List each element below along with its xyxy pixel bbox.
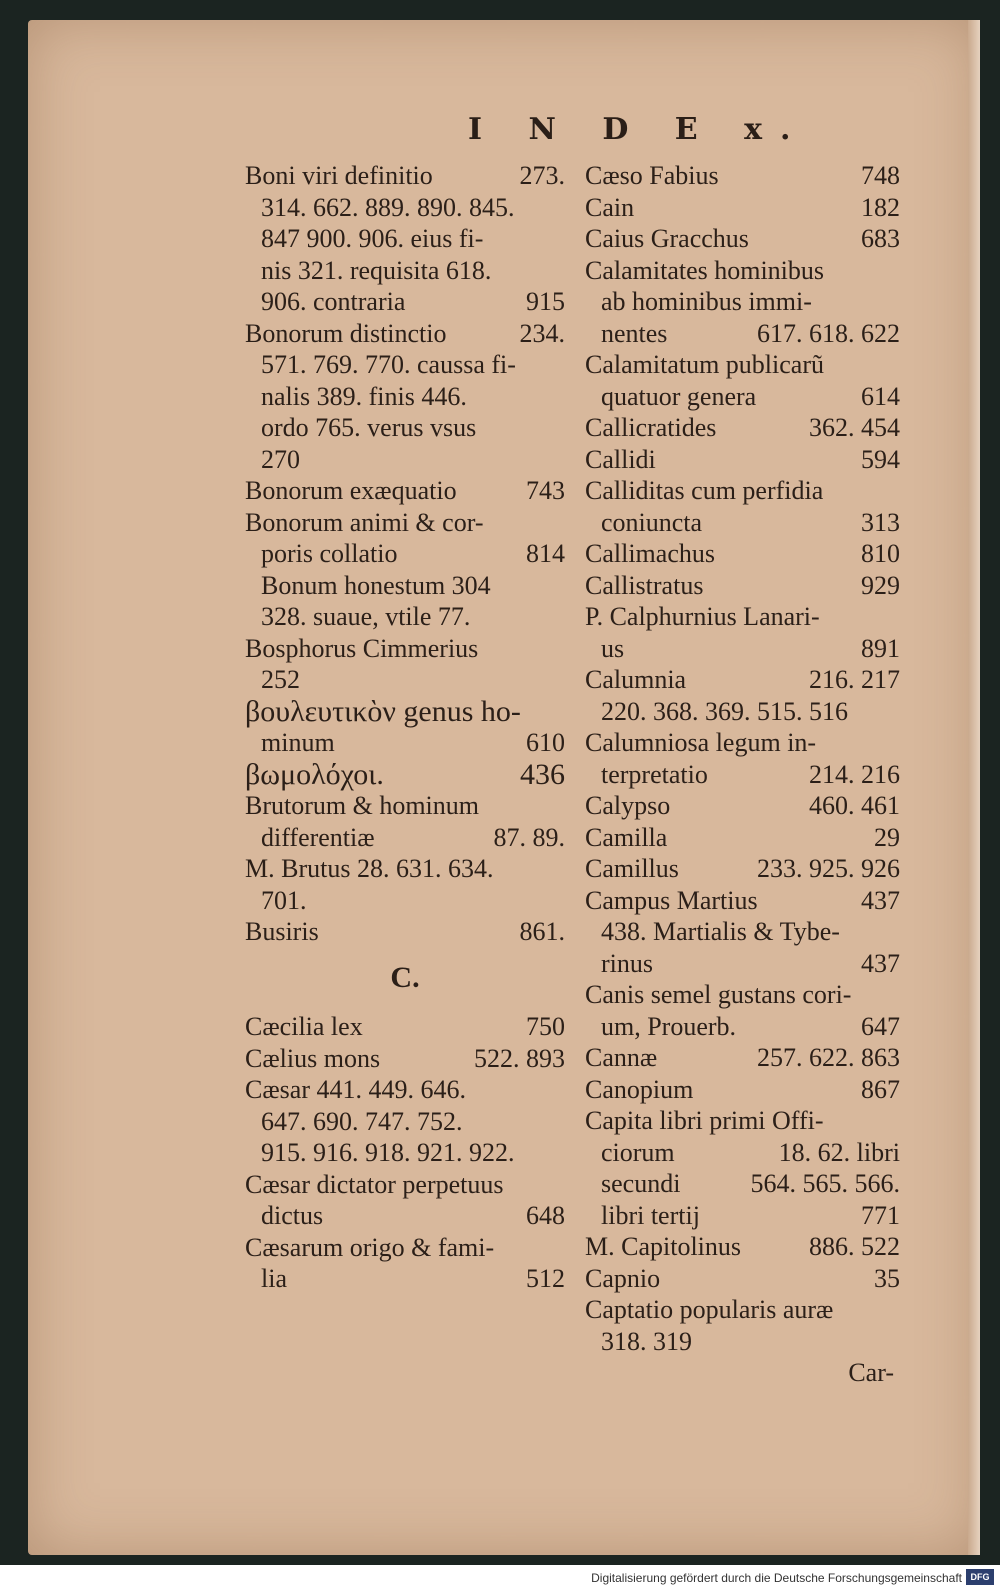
index-entry [585, 1200, 900, 1232]
entry-text: Calamitates hominibus [585, 255, 825, 285]
entry-pages: 437 [861, 885, 900, 915]
index-entry [245, 727, 565, 759]
index-entry [245, 223, 565, 255]
index-entry [245, 318, 565, 350]
entry-pages: 614 [861, 381, 900, 411]
entry-text: 647. 690. 747. 752. [261, 1106, 463, 1136]
index-entry [245, 412, 565, 444]
entry-pages: 915 [526, 287, 565, 316]
index-column-left [245, 160, 565, 1295]
entry-pages: 594 [861, 444, 900, 474]
index-entry [245, 696, 565, 728]
page-header: I N D E x. [468, 112, 809, 147]
entry-text: Calumnia [585, 665, 687, 694]
index-entry [245, 790, 565, 822]
index-entry [585, 475, 900, 507]
index-entry [585, 349, 900, 381]
entry-text: ab hominibus immi- [601, 287, 812, 316]
entry-pages: 436 [520, 757, 565, 791]
index-entry [245, 633, 565, 665]
index-entry [585, 727, 900, 759]
entry-text: βουλευτικὸν genus ho- [245, 694, 521, 728]
index-entry [245, 601, 565, 633]
entry-text: um, Prouerb. [601, 1011, 737, 1041]
index-entry [585, 664, 900, 696]
index-entry [245, 853, 565, 885]
entry-pages: 750 [526, 1012, 565, 1041]
index-entry [585, 160, 900, 192]
entry-text: Cæsar dictator perpetuus [245, 1169, 504, 1199]
entry-text: differentiæ [261, 822, 375, 852]
entry-pages: 771 [861, 1200, 900, 1230]
index-entry [585, 633, 900, 665]
entry-text: Cain [585, 192, 635, 222]
entry-text: M. Capitolinus [585, 1232, 742, 1261]
index-entry [245, 1169, 565, 1201]
entry-pages: 29 [874, 822, 900, 852]
entry-text: Cæsarum origo & fami- [245, 1232, 495, 1262]
index-entry [245, 538, 565, 570]
index-entry [585, 255, 900, 287]
entry-text: nis 321. requisita 618. [261, 255, 492, 285]
index-entry [245, 381, 565, 413]
entry-text: minum [261, 728, 335, 757]
index-entry [585, 916, 900, 948]
entry-pages: 214. 216 [809, 759, 900, 789]
entry-text: Bonorum animi & cor- [245, 507, 484, 537]
entry-pages: 182 [861, 192, 900, 222]
entry-pages: 257. 622. 863 [757, 1043, 900, 1072]
entry-text: 252 [261, 665, 300, 694]
entry-pages: 313 [861, 507, 900, 537]
entry-text: Bonorum distinctio [245, 318, 447, 348]
index-entry [585, 318, 900, 350]
entry-text: dictus [261, 1201, 324, 1230]
entry-text: βωμολόχοι. [245, 757, 384, 791]
entry-pages: 522. 893 [474, 1043, 565, 1073]
entry-pages: 929 [861, 570, 900, 600]
entry-pages: 610 [526, 728, 565, 757]
index-entry [585, 790, 900, 822]
entry-text: lia [261, 1264, 287, 1293]
entry-text: 314. 662. 889. 890. 845. [261, 192, 515, 222]
index-entry [585, 1168, 900, 1200]
entry-text: Camillus [585, 854, 679, 883]
entry-pages: 647 [861, 1011, 900, 1041]
index-entry [585, 1011, 900, 1043]
entry-pages: 867 [861, 1074, 900, 1104]
index-entry [245, 1137, 565, 1169]
index-entry [585, 223, 900, 255]
entry-text: 847 900. 906. eius fi- [261, 224, 484, 253]
entry-text: Brutorum & hominum [245, 791, 479, 820]
entry-text: ciorum [601, 1137, 675, 1167]
entry-text: Cannæ [585, 1043, 658, 1072]
entry-text: 906. contraria [261, 287, 406, 316]
index-entry [585, 885, 900, 917]
entry-text: Caius Gracchus [585, 224, 749, 253]
entry-text: Captatio popularis auræ [585, 1295, 834, 1324]
entry-text: Bosphorus Cimmerius [245, 633, 479, 663]
index-entry [585, 1042, 900, 1074]
entry-text: ordo 765. verus vsus [261, 413, 477, 442]
entry-pages: 460. 461 [809, 791, 900, 820]
index-entry [585, 192, 900, 224]
entry-pages: 362. 454 [809, 413, 900, 442]
index-entry [245, 1200, 565, 1232]
entry-text: Cælius mons [245, 1043, 381, 1073]
index-column-right [585, 160, 900, 1389]
index-entry [585, 853, 900, 885]
entry-pages: 810 [861, 539, 900, 568]
index-entry [245, 349, 565, 381]
index-entry [585, 601, 900, 633]
index-entry [245, 916, 565, 948]
footer-credit: Digitalisierung gefördert durch die Deutsche Forschungsgemeinschaft [591, 1571, 962, 1585]
entry-pages: 683 [861, 224, 900, 253]
entry-text: Calypso [585, 791, 671, 820]
entry-text: Callistratus [585, 570, 704, 600]
index-entry [585, 822, 900, 854]
entry-text: Calumniosa legum in- [585, 728, 817, 757]
entry-text: Capnio [585, 1263, 661, 1293]
index-entry [245, 1043, 565, 1075]
entry-text: Bonorum exæquatio [245, 476, 457, 505]
page-edge [968, 20, 980, 1555]
entry-text: Bonum honestum 304 [261, 570, 491, 600]
index-entry [585, 412, 900, 444]
entry-text: Campus Martius [585, 885, 758, 915]
entry-pages: 891 [861, 633, 900, 663]
index-entry [585, 759, 900, 791]
entry-text: Cæso Fabius [585, 161, 719, 190]
entry-pages: 273. [519, 161, 565, 190]
section-letter: C. [390, 960, 420, 994]
entry-pages: 233. 925. 926 [757, 854, 900, 883]
entry-text: secundi [601, 1169, 681, 1198]
dfg-logo-icon: DFG [966, 1569, 994, 1585]
entry-text: quatuor genera [601, 381, 757, 411]
entry-text: 328. suaue, vtile 77. [261, 602, 471, 631]
index-entry [585, 1231, 900, 1263]
index-entry [245, 444, 565, 476]
index-entry [585, 570, 900, 602]
entry-text: terpretatio [601, 759, 708, 789]
entry-text: Cæsar 441. 449. 646. [245, 1075, 466, 1104]
entry-text: 701. [261, 885, 307, 915]
entry-text: Cæcilia lex [245, 1012, 363, 1041]
entry-text: Callimachus [585, 539, 715, 568]
entry-text: libri tertij [601, 1200, 700, 1230]
entry-text: Callicratides [585, 413, 717, 442]
index-entry [585, 1074, 900, 1106]
index-entry [585, 444, 900, 476]
catchword: Car- [848, 1358, 894, 1387]
entry-text: Camilla [585, 822, 668, 852]
entry-text: 318. 319 [601, 1326, 692, 1356]
entry-text: Canis semel gustans cori- [585, 980, 852, 1009]
entries-right [585, 160, 900, 1357]
index-entry [245, 475, 565, 507]
entry-pages: 617. 618. 622 [757, 318, 900, 348]
index-entry [585, 948, 900, 980]
entry-text: Capita libri primi Offi- [585, 1106, 824, 1135]
entry-text: M. Brutus 28. 631. 634. [245, 854, 494, 883]
index-entry [585, 1105, 900, 1137]
index-entry [245, 759, 565, 791]
entry-text: 915. 916. 918. 921. 922. [261, 1138, 515, 1167]
entry-text: 270 [261, 444, 300, 474]
entry-text: nalis 389. finis 446. [261, 381, 467, 411]
entry-text: us [601, 633, 625, 663]
entry-pages: 437 [861, 948, 900, 978]
entry-text: Callidi [585, 444, 656, 474]
entry-text: Canopium [585, 1074, 694, 1104]
entry-text: coniuncta [601, 507, 703, 537]
entry-pages: 87. 89. [493, 822, 565, 852]
index-entry [245, 822, 565, 854]
index-entry [585, 696, 900, 728]
index-entry [245, 885, 565, 917]
entry-text: Busiris [245, 917, 319, 946]
entry-text: nentes [601, 318, 668, 348]
entry-pages: 748 [861, 161, 900, 190]
entry-text: rinus [601, 948, 653, 978]
entry-pages: 861. [519, 917, 565, 946]
entry-pages: 234. [519, 318, 565, 348]
index-entry [585, 381, 900, 413]
index-entry [585, 1263, 900, 1295]
index-entry [245, 1263, 565, 1295]
index-entry [585, 286, 900, 318]
entry-text: 571. 769. 770. caussa fi- [261, 350, 516, 379]
entry-text: P. Calphurnius Lanari- [585, 602, 820, 631]
entry-text: 438. Martialis & Tybe- [601, 917, 840, 946]
index-entry [245, 255, 565, 287]
entry-pages: 216. 217 [809, 665, 900, 694]
footer [0, 1565, 1000, 1590]
entry-pages: 648 [526, 1201, 565, 1230]
index-entry [245, 160, 565, 192]
index-entry [245, 1011, 565, 1043]
index-entry [585, 538, 900, 570]
entry-pages: 512 [526, 1264, 565, 1293]
index-entry [585, 979, 900, 1011]
entry-text: Calamitatum publicarũ [585, 350, 824, 379]
index-entry [585, 1294, 900, 1326]
entry-text: poris collatio [261, 539, 398, 568]
index-entry [245, 570, 565, 602]
entry-pages: 814 [526, 539, 565, 568]
index-entry [245, 286, 565, 318]
entry-pages: 35 [874, 1263, 900, 1293]
index-entry [245, 1074, 565, 1106]
index-entry [245, 1232, 565, 1264]
entry-text: Calliditas cum perfidia [585, 476, 824, 505]
entry-text: 220. 368. 369. 515. 516 [601, 696, 848, 726]
entry-text: Boni viri definitio [245, 161, 433, 190]
index-entry [245, 192, 565, 224]
index-entry [245, 1106, 565, 1138]
entry-pages: 886. 522 [809, 1232, 900, 1261]
entries-b [245, 160, 565, 948]
index-entry [585, 1326, 900, 1358]
index-entry [245, 664, 565, 696]
index-entry [585, 507, 900, 539]
index-entry [585, 1137, 900, 1169]
entry-pages: 743 [526, 476, 565, 505]
entries-c [245, 1011, 565, 1295]
index-entry [245, 507, 565, 539]
entry-pages: 18. 62. libri [778, 1137, 900, 1167]
entry-pages: 564. 565. 566. [750, 1169, 900, 1198]
